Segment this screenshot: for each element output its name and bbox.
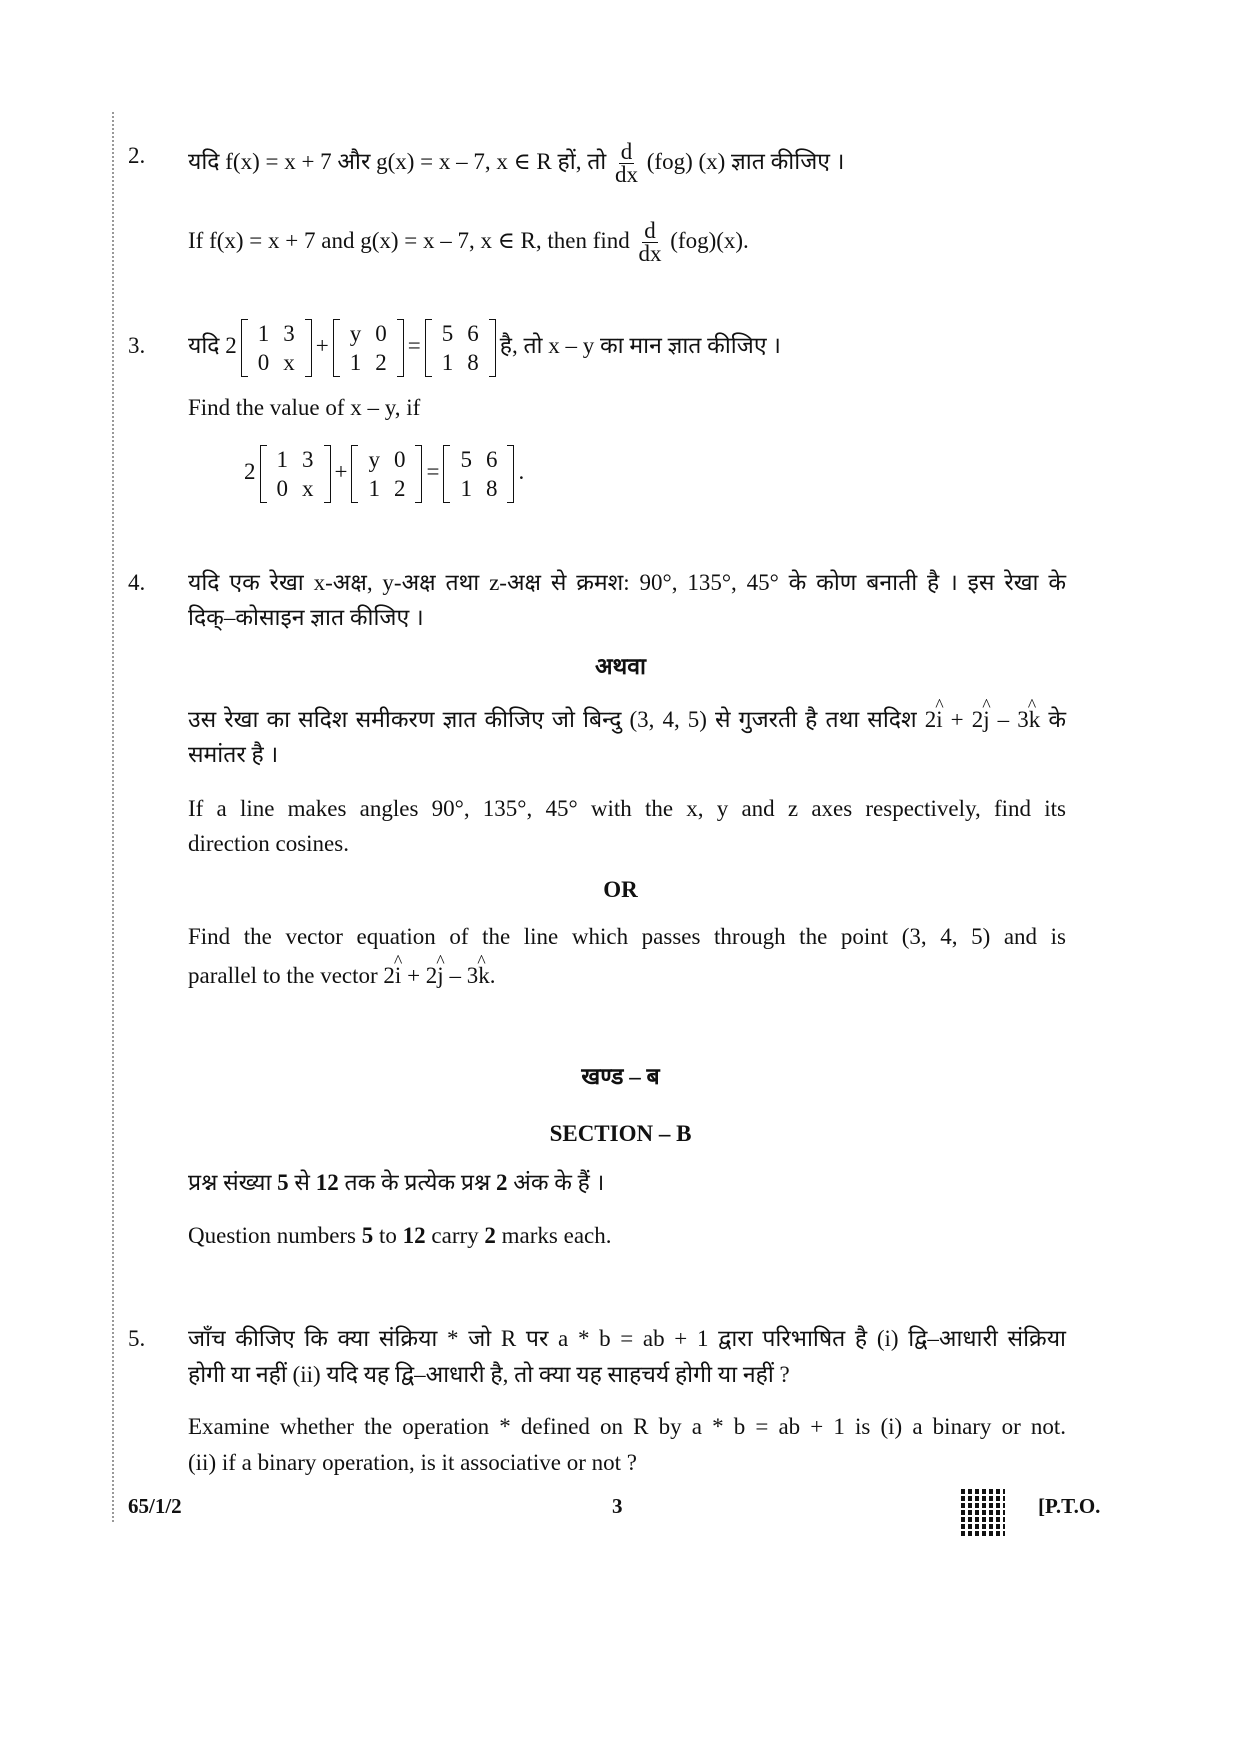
text: Question numbers bbox=[188, 1223, 362, 1248]
text: + 2 bbox=[942, 707, 984, 732]
equals-sign: = bbox=[407, 333, 421, 358]
matrix-grid bbox=[435, 319, 486, 377]
q5-hindi-line1: जाँच कीजिए कि क्या संक्रिया * जो R पर a * b = ab + 1 द्वारा परिभाषित है (i) द्वि–आधारी संक्रिया bbox=[188, 1326, 1066, 1351]
plus-sign: + bbox=[334, 459, 348, 484]
pto-label: [P.T.O. bbox=[1038, 1494, 1101, 1518]
matrix-entry: 1 bbox=[257, 320, 270, 346]
q4-hindi-line1: यदि एक रेखा x-अक्ष, y-अक्ष तथा z-अक्ष से क्रमश: 90°, 135°, 45° के कोण बनाती है । इस रेखा के bbox=[188, 570, 1066, 595]
text: 2 bbox=[484, 1223, 496, 1248]
matrix-entry: 0 bbox=[393, 446, 406, 472]
unit-vector-k: ^ k bbox=[478, 961, 490, 991]
unit-vector-j: ^ j bbox=[437, 961, 443, 991]
derivative-fraction bbox=[615, 141, 638, 186]
unit-vector-i: ^ i bbox=[395, 961, 401, 991]
text: के bbox=[1040, 707, 1066, 732]
matrix-entry: 6 bbox=[485, 446, 498, 472]
or-hindi: अथवा bbox=[594, 654, 646, 679]
or-english: OR bbox=[603, 877, 638, 902]
matrix-entry: x bbox=[283, 349, 295, 375]
matrix-c bbox=[425, 319, 496, 377]
section-instructions-english bbox=[188, 1221, 612, 1251]
text: + 2 bbox=[401, 963, 438, 988]
q3-equation bbox=[244, 440, 524, 504]
q4-hindi-line2: दिक्–कोसाइन ज्ञात कीजिए । bbox=[188, 605, 424, 630]
text: – 3 bbox=[443, 963, 479, 988]
period: . bbox=[518, 459, 525, 484]
text: उस रेखा का सदिश समीकरण ज्ञात कीजिए जो बिन्दु (3, 4, 5) से गुजरती है तथा सदिश 2 bbox=[188, 707, 937, 732]
text: 2 bbox=[496, 1170, 508, 1195]
q2-english bbox=[188, 220, 749, 265]
q4-english-line1: If a line makes angles 90°, 135°, 45° with the x, y and z axes respectively, find its bbox=[188, 796, 1066, 821]
plus-sign: + bbox=[315, 333, 329, 358]
matrix-entry: 6 bbox=[467, 320, 479, 346]
matrix-entry: 1 bbox=[460, 475, 472, 501]
unit-vector-k: ^ k bbox=[1029, 705, 1041, 735]
derivative-fraction bbox=[639, 220, 662, 265]
matrix-b bbox=[333, 319, 404, 377]
matrix-entry: 1 bbox=[441, 349, 454, 375]
q2-english-post: (fog)(x). bbox=[670, 227, 749, 253]
matrix-grid bbox=[453, 445, 504, 503]
matrix-entry: 0 bbox=[375, 320, 387, 346]
matrix-entry: y bbox=[368, 446, 380, 472]
matrix-c bbox=[443, 445, 514, 503]
text: marks each. bbox=[495, 1223, 612, 1248]
text: carry bbox=[425, 1223, 485, 1248]
matrix-entry: 2 bbox=[393, 475, 406, 501]
coefficient: 2 bbox=[244, 459, 256, 484]
matrix-entry: 8 bbox=[485, 475, 498, 501]
matrix-a bbox=[241, 319, 312, 377]
unit-vector-i: ^ i bbox=[936, 705, 942, 735]
equals-sign: = bbox=[426, 459, 440, 484]
q5-english-line2: (ii) if a binary operation, is it associative or not ? bbox=[188, 1450, 638, 1475]
q5-english-line1: Examine whether the operation * defined on R by a * b = ab + 1 is (i) a binary or not. bbox=[188, 1414, 1066, 1439]
section-title-hindi: खण्ड – ब bbox=[581, 1064, 660, 1089]
text: – 3 bbox=[989, 707, 1029, 732]
frac-num: d bbox=[620, 139, 633, 164]
matrix-entry: 5 bbox=[460, 446, 472, 472]
margin-dotted-line bbox=[112, 112, 114, 1522]
text: से bbox=[288, 1170, 316, 1195]
matrix-grid bbox=[343, 319, 394, 377]
matrix-entry: 3 bbox=[283, 320, 295, 346]
qr-code-icon bbox=[961, 1488, 1005, 1536]
question-number: 5. bbox=[128, 1326, 146, 1351]
text: 5 bbox=[277, 1170, 289, 1195]
question-number: 3. bbox=[128, 333, 146, 358]
q2-hindi-pre: यदि f(x) = x + 7 और g(x) = x – 7, x ∈ R हों, तो bbox=[188, 148, 607, 174]
q5-hindi-line2: होगी या नहीं (ii) यदि यह द्वि–आधारी है, तो क्या यह साहचर्य होगी या नहीं ? bbox=[188, 1362, 790, 1387]
text: प्रश्न संख्या bbox=[188, 1170, 278, 1195]
q4-hindi-alt-line2: समांतर है । bbox=[188, 742, 279, 767]
unit-vector-j: ^ j bbox=[983, 705, 989, 735]
matrix-grid bbox=[361, 445, 412, 503]
matrix-grid bbox=[251, 319, 302, 377]
q4-hindi-alt-line1 bbox=[188, 705, 1066, 735]
paper-code: 65/1/2 bbox=[128, 1494, 182, 1518]
text: to bbox=[373, 1223, 403, 1248]
text: अंक के हैं । bbox=[507, 1170, 605, 1195]
q3-english: Find the value of x – y, if bbox=[188, 395, 421, 420]
q3-hindi-pre: यदि 2 bbox=[188, 333, 237, 358]
text: . bbox=[489, 963, 496, 988]
q4-english-alt-line1: Find the vector equation of the line which passes through the point (3, 4, 5) and is bbox=[188, 924, 1066, 949]
matrix-entry: y bbox=[349, 320, 362, 346]
section-title-english: SECTION – B bbox=[549, 1121, 692, 1146]
text: parallel to the vector 2 bbox=[188, 963, 395, 988]
q3-hindi bbox=[188, 314, 781, 378]
matrix-entry: 5 bbox=[441, 320, 454, 346]
q4-english-line2: direction cosines. bbox=[188, 831, 349, 856]
matrix-entry: 8 bbox=[467, 349, 479, 375]
matrix-entry: 2 bbox=[375, 349, 387, 375]
section-instructions-hindi bbox=[188, 1168, 604, 1198]
matrix-entry: 0 bbox=[276, 475, 288, 501]
matrix-entry: 1 bbox=[368, 475, 380, 501]
matrix-entry: x bbox=[302, 475, 314, 501]
frac-den: dx bbox=[615, 162, 639, 187]
q2-hindi-post: (fog) (x) ज्ञात कीजिए । bbox=[646, 148, 845, 174]
matrix-entry: 0 bbox=[257, 349, 270, 375]
matrix-b bbox=[351, 445, 422, 503]
frac-den: dx bbox=[638, 241, 662, 266]
question-number: 2. bbox=[128, 143, 146, 168]
q4-english-alt-line2 bbox=[188, 961, 495, 991]
question-number: 4. bbox=[128, 570, 146, 595]
matrix-entry: 3 bbox=[302, 446, 314, 472]
text: 12 bbox=[402, 1223, 426, 1248]
q2-hindi bbox=[188, 141, 844, 186]
matrix-entry: 1 bbox=[276, 446, 288, 472]
text: 12 bbox=[315, 1170, 339, 1195]
q3-hindi-post: है, तो x – y का मान ज्ञात कीजिए । bbox=[499, 333, 782, 358]
page-number: 3 bbox=[612, 1494, 623, 1518]
frac-num: d bbox=[644, 218, 656, 243]
text: तक के प्रत्येक प्रश्न bbox=[338, 1170, 497, 1195]
text: 5 bbox=[361, 1223, 374, 1248]
q2-english-pre: If f(x) = x + 7 and g(x) = x – 7, x ∈ R, then find bbox=[188, 227, 630, 253]
matrix-entry: 1 bbox=[349, 349, 362, 375]
matrix-a bbox=[260, 445, 331, 503]
matrix-grid bbox=[270, 445, 321, 503]
